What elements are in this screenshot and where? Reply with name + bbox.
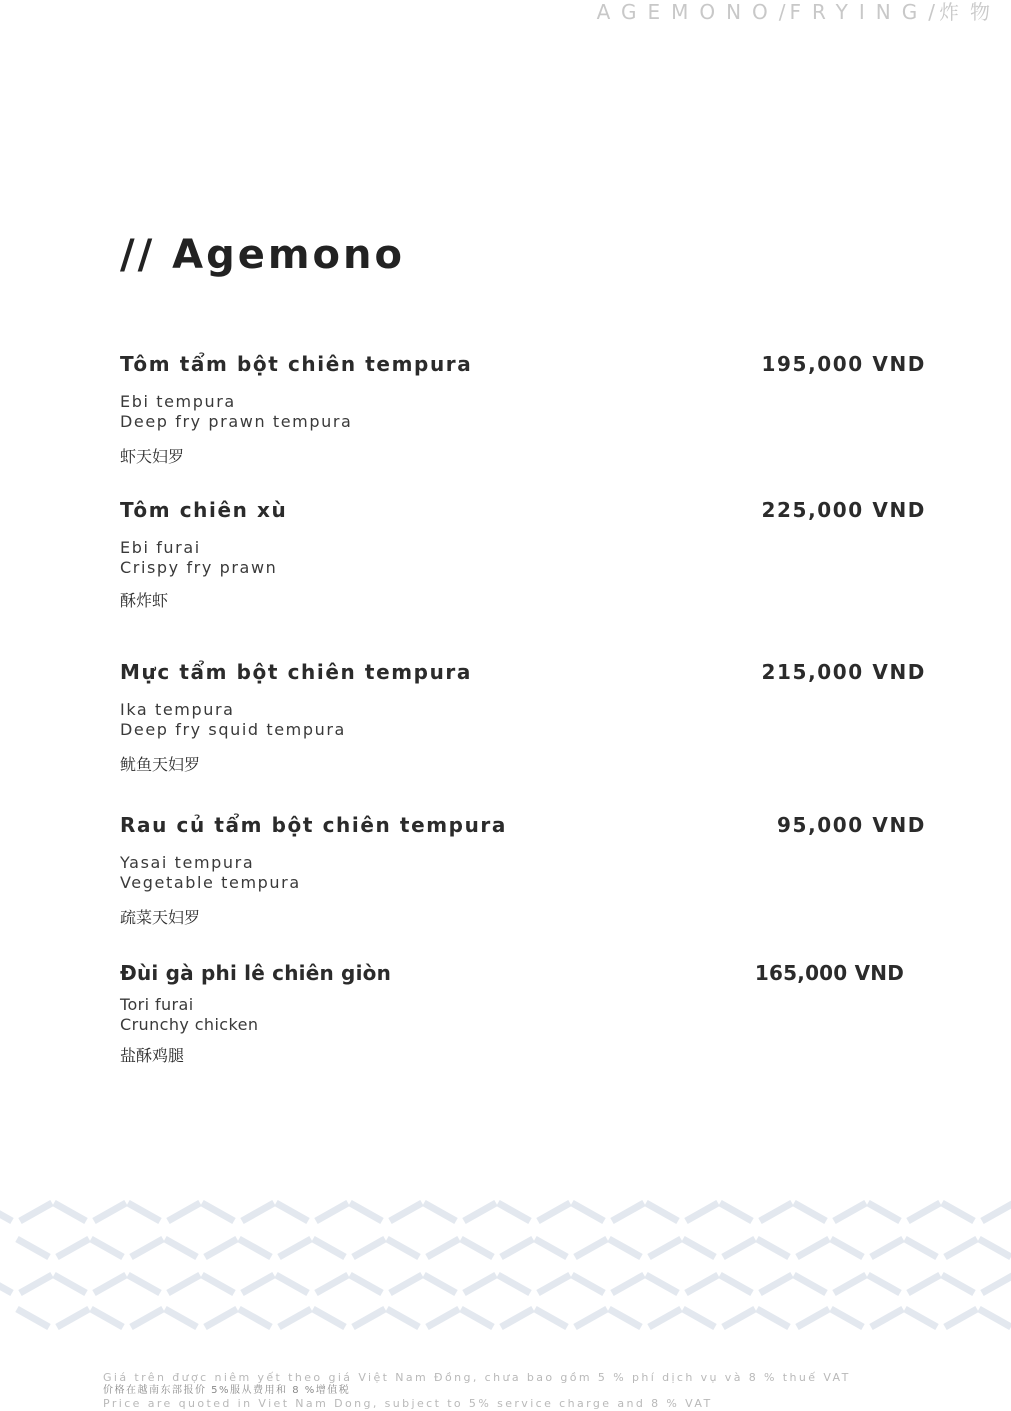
chevron-mark (646, 1275, 718, 1293)
header-agemono: AGEMONO (596, 0, 779, 24)
decorative-chevron-pattern (0, 1200, 1011, 1330)
chevron-mark (720, 1203, 792, 1221)
item-price: 225,000 VND (761, 498, 926, 522)
chevron-mark (646, 1203, 718, 1221)
chevron-mark (683, 1309, 755, 1327)
chevron-mark (572, 1203, 644, 1221)
chevron-mark (202, 1275, 274, 1293)
chevron-mark (979, 1239, 1011, 1257)
item-desc-chinese: 盐酥鸡腿 (120, 1046, 185, 1065)
chevron-mark (239, 1309, 311, 1327)
section-title: // Agemono (120, 232, 405, 278)
chevron-mark (979, 1309, 1011, 1327)
chevron-mark (202, 1203, 274, 1221)
chevron-mark (905, 1239, 977, 1257)
item-description (120, 538, 277, 578)
chevron-mark (720, 1275, 792, 1293)
chevron-mark (17, 1239, 89, 1257)
chevron-mark (0, 1275, 52, 1293)
chevron-mark (461, 1239, 533, 1257)
chevron-mark (424, 1275, 496, 1293)
chevron-mark (572, 1275, 644, 1293)
item-name: Rau củ tẩm bột chiên tempura (120, 813, 507, 837)
chevron-mark (128, 1275, 200, 1293)
item-description (120, 700, 346, 740)
chevron-mark (609, 1309, 681, 1327)
chevron-mark (91, 1239, 163, 1257)
item-desc-chinese: 鱿鱼天妇罗 (120, 755, 201, 774)
item-price: 95,000 VND (777, 813, 926, 837)
chevron-mark (128, 1203, 200, 1221)
item-desc-english: Deep fry prawn tempura (120, 412, 353, 431)
chevron-mark (535, 1309, 607, 1327)
chevron-mark (794, 1203, 866, 1221)
item-desc-japanese: Ebi tempura (120, 392, 236, 411)
item-desc-english: Crunchy chicken (120, 1015, 259, 1034)
chevron-mark (17, 1309, 89, 1327)
item-desc-chinese: 虾天妇罗 (120, 447, 185, 466)
chevron-mark (276, 1203, 348, 1221)
chevron-mark (313, 1309, 385, 1327)
item-desc-japanese: Ebi furai (120, 538, 201, 557)
item-description (120, 995, 258, 1035)
chevron-mark (831, 1239, 903, 1257)
price-note-english: Price are quoted in Viet Nam Dong, subject to 5% service charge and 8 % VAT (103, 1397, 713, 1410)
price-note-chinese: 价格在越南东部报价 5%服从费用和 8 %增值税 (103, 1385, 351, 1396)
chevron-mark (276, 1275, 348, 1293)
chevron-mark (91, 1309, 163, 1327)
chevron-mark (942, 1275, 1011, 1293)
chevron-mark (794, 1275, 866, 1293)
item-name: Tôm chiên xù (120, 498, 288, 522)
chevron-mark (498, 1203, 570, 1221)
chevron-mark (535, 1239, 607, 1257)
chevron-mark (461, 1309, 533, 1327)
chevron-mark (165, 1239, 237, 1257)
item-desc-english: Crispy fry prawn (120, 558, 278, 577)
chevron-mark (868, 1203, 940, 1221)
item-name: Mực tẩm bột chiên tempura (120, 660, 472, 684)
chevron-mark (757, 1239, 829, 1257)
item-description (120, 392, 352, 432)
chevron-mark (54, 1275, 126, 1293)
chevron-mark (387, 1309, 459, 1327)
item-price: 165,000 VND (754, 961, 904, 985)
item-desc-japanese: Yasai tempura (120, 853, 255, 872)
header-chinese: 炸物 (939, 0, 1001, 24)
chevron-mark (350, 1203, 422, 1221)
chevron-mark (313, 1239, 385, 1257)
header-separator: / (778, 0, 790, 24)
chevron-mark (942, 1203, 1011, 1221)
chevron-mark (0, 1203, 52, 1221)
chevron-mark (424, 1203, 496, 1221)
header-frying: FRYING (789, 0, 929, 24)
chevron-mark (868, 1275, 940, 1293)
item-description (120, 853, 301, 893)
chevron-mark (757, 1309, 829, 1327)
chevron-mark (54, 1203, 126, 1221)
chevron-mark (831, 1309, 903, 1327)
page-header (597, 0, 1001, 24)
chevron-mark (905, 1309, 977, 1327)
item-desc-english: Vegetable tempura (120, 873, 301, 892)
chevron-mark (165, 1309, 237, 1327)
price-note (103, 1371, 851, 1410)
chevron-mark (239, 1239, 311, 1257)
chevron-mark (387, 1239, 459, 1257)
header-separator: / (928, 0, 939, 24)
item-desc-japanese: Ika tempura (120, 700, 235, 719)
chevron-mark (350, 1275, 422, 1293)
item-name: Đùi gà phi lê chiên giòn (120, 961, 392, 985)
price-note-vietnamese: Giá trên được niêm yết theo giá Việt Nam Đồng, chưa bao gồm 5 % phí dịch vụ và 8 % thuế VAT (103, 1371, 851, 1384)
item-price: 215,000 VND (761, 660, 926, 684)
chevron-mark (683, 1239, 755, 1257)
chevron-mark (498, 1275, 570, 1293)
item-desc-chinese: 酥炸虾 (120, 591, 169, 610)
item-desc-japanese: Tori furai (120, 995, 194, 1014)
item-desc-chinese: 疏菜天妇罗 (120, 908, 201, 927)
item-name: Tôm tẩm bột chiên tempura (120, 352, 473, 376)
item-price: 195,000 VND (761, 352, 926, 376)
item-desc-english: Deep fry squid tempura (120, 720, 346, 739)
chevron-mark (609, 1239, 681, 1257)
